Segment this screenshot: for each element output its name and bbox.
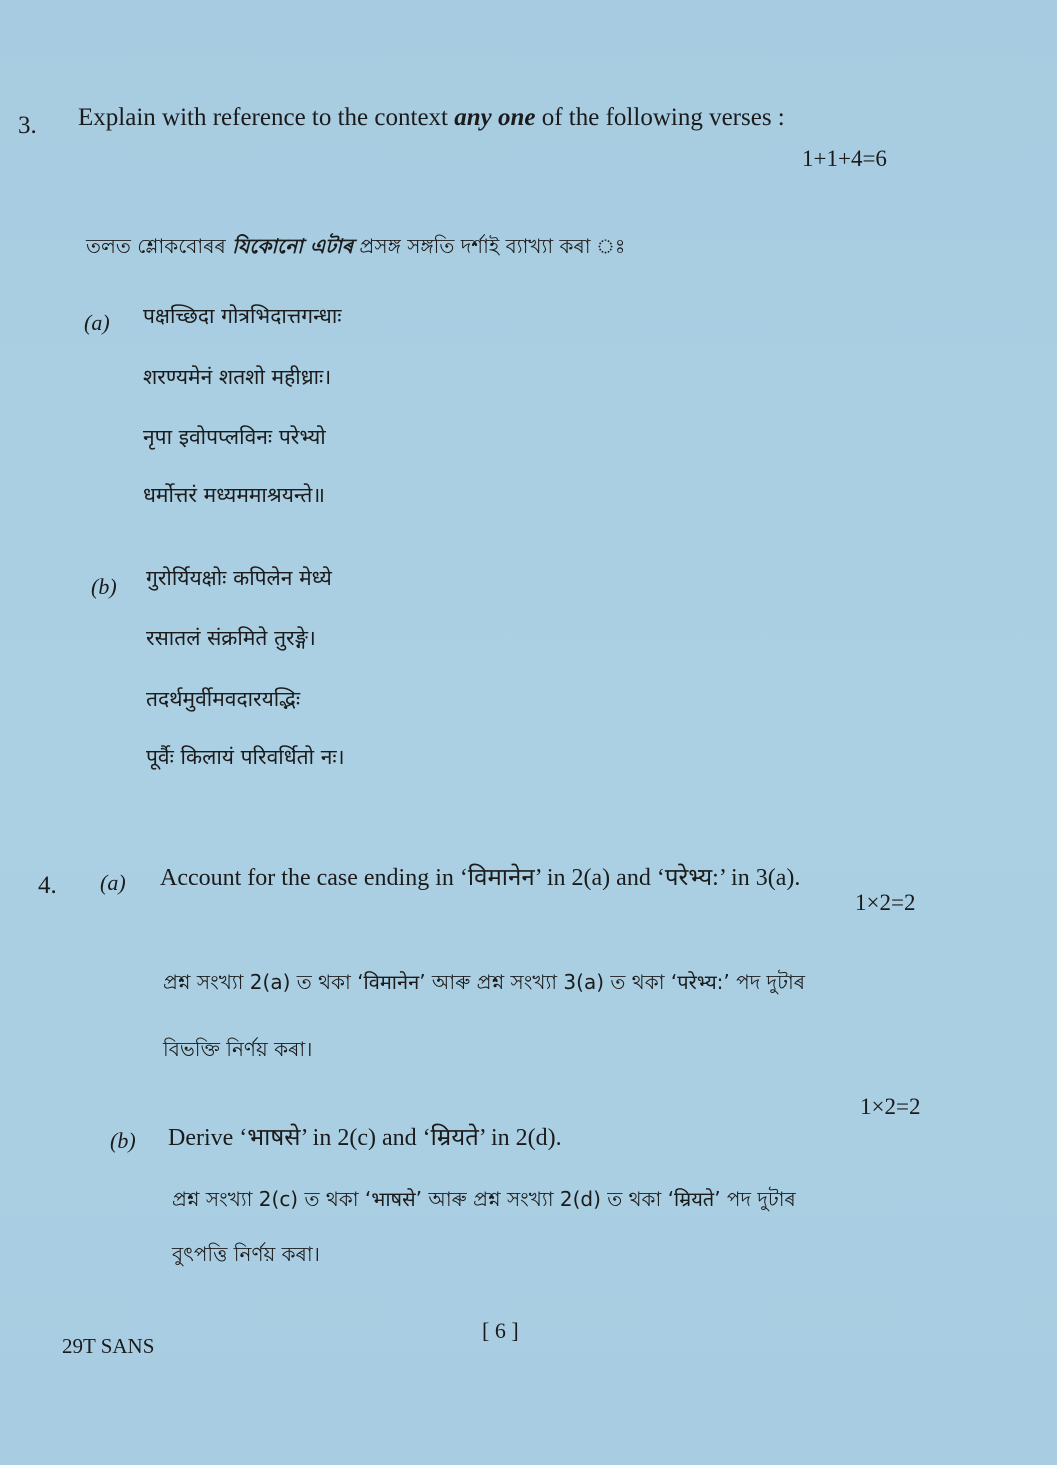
question-4a-assamese-line-2: বিভক্তি নিৰ্ণয় কৰা। <box>163 1037 313 1061</box>
verse-b-line-1: गुरोर्यियक्षोः कपिलेन मेध्ये <box>146 566 332 590</box>
verse-b-line-4: पूर्वैः किलायं परिवर्धितो नः। <box>146 745 345 769</box>
question-3-marks: 1+1+4=6 <box>802 146 887 171</box>
question-4b-assamese-line-1: প্ৰশ্ন সংখ্যা 2(c) ত থকা ‘भाषसे’ আৰু প্ৰশ্ন সংখ্যা 2(d) ত থকা ‘म्रियते’ পদ দুটাৰ <box>172 1187 796 1211</box>
question-4a-assamese-line-1: প্ৰশ্ন সংখ্যা 2(a) ত থকা ‘विमानेन’ আৰু প্ৰশ্ন সংখ্যা 3(a) ত থকা ‘परेभ्य:’ পদ দুটাৰ <box>163 970 806 994</box>
verse-a-line-3: नृपा इवोपप्लविनः परेभ्यो <box>143 425 326 449</box>
verse-a-label: (a) <box>84 310 110 335</box>
verse-b-line-3: तदर्थमुर्वीमवदारयद्भिः <box>146 687 301 711</box>
question-4a-marks: 1×2=2 <box>855 890 916 915</box>
verse-a-line-2: शरण्यमेनं शतशो महीध्राः। <box>143 365 332 389</box>
question-4-number: 4. <box>38 872 57 899</box>
verse-b-line-2: रसातलं संक्रमिते तुरङ्गे। <box>146 626 316 650</box>
question-4a-text: Account for the case ending in ‘विमानेन’ in 2(a) and ‘परेभ्य:’ in 3(a). <box>160 865 801 891</box>
question-4a-label: (a) <box>100 870 126 895</box>
question-4b-marks: 1×2=2 <box>860 1094 921 1119</box>
question-4b-text: Derive ‘भाषसे’ in 2(c) and ‘म्रियते’ in 2(d). <box>168 1125 562 1151</box>
verse-a-line-4: धर्मोत्तरं मध्यममाश्रयन्ते॥ <box>143 483 325 507</box>
paper-code: 29T SANS <box>62 1334 155 1358</box>
question-4b-label: (b) <box>110 1128 136 1153</box>
page-number: [ 6 ] <box>482 1318 519 1343</box>
question-4b-assamese-line-2: বুৎপত্তি নিৰ্ণয় কৰা। <box>172 1242 320 1266</box>
question-3-assamese-instruction: তলত শ্লোকবোৰৰ যিকোনো এটাৰ প্ৰসঙ্গ সঙ্গতি দৰ্শাই ব্যাখ্যা কৰা ঃ <box>86 234 626 258</box>
verse-b-label: (b) <box>91 574 117 599</box>
question-3-number: 3. <box>18 112 37 139</box>
question-3-text: Explain with reference to the context any one of the following verses : <box>78 104 785 131</box>
verse-a-line-1: पक्षच्छिदा गोत्रभिदात्तगन्धाः <box>143 304 342 328</box>
